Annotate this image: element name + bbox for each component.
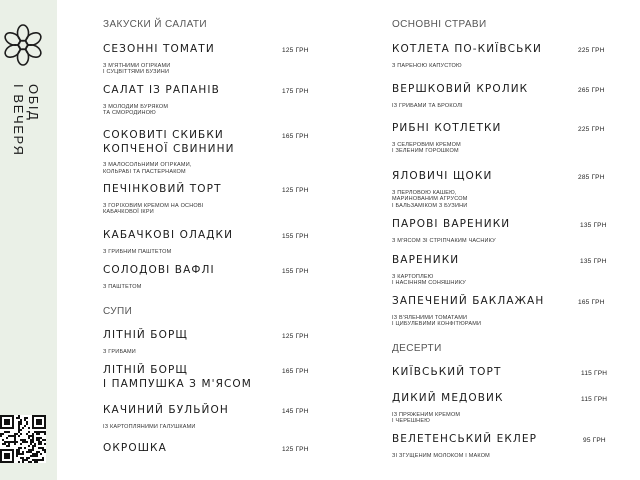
- dish-description: З МОЛОДИМ БУРЯКОМ ТА СМОРОДИНОЮ: [103, 103, 169, 116]
- dish-name: ПЕЧІНКОВИЙ ТОРТ: [103, 183, 222, 195]
- dish-price: 135 ГРН: [580, 258, 607, 265]
- dish-name: ДИКИЙ МЕДОВИК: [392, 392, 504, 404]
- dish-price: 175 ГРН: [282, 88, 309, 95]
- dish-price: 285 ГРН: [578, 174, 605, 181]
- dish-price: 165 ГРН: [282, 133, 309, 140]
- dish-description: З КАРТОПЛЕЮ І НАСІННЯМ СОНЯШНИКУ: [392, 273, 466, 286]
- dish-price: 225 ГРН: [578, 126, 605, 133]
- dish-name: ВАРЕНИКИ: [392, 254, 460, 266]
- section-title-soups: СУПИ: [103, 306, 133, 317]
- dish-description: ІЗ КАРТОПЛЯНИМИ ГАЛУШКАМИ: [103, 423, 196, 430]
- dish-description: З ПАРЕНОЮ КАПУСТОЮ: [392, 62, 462, 69]
- dish-price: 155 ГРН: [282, 268, 309, 275]
- dish-price: 125 ГРН: [282, 446, 309, 453]
- dish-name: САЛАТ ІЗ РАПАНІВ: [103, 84, 220, 96]
- menu-item: [103, 183, 222, 216]
- menu-item: [103, 364, 252, 391]
- dish-description: ЗІ ЗГУЩЕНИМ МОЛОКОМ І МАКОМ: [392, 452, 490, 459]
- dish-description: З ГРИБАМИ: [103, 348, 136, 355]
- menu-item: [392, 366, 501, 380]
- dish-name: СОКОВИТІ СКИБКИ КОПЧЕНОЇ СВИНИНИ: [103, 129, 235, 155]
- dish-name: РИБНІ КОТЛЕТКИ: [392, 122, 502, 134]
- menu-item: [392, 170, 492, 209]
- dish-price: 145 ГРН: [282, 408, 309, 415]
- dish-description: З СЕЛЕРОВИМ КРЕМОМ І ЗЕЛЕНИМ ГОРОШКОМ: [392, 141, 461, 154]
- menu-item: [103, 442, 167, 456]
- dish-price: 95 ГРН: [583, 437, 606, 444]
- section-title-desserts: ДЕСЕРТИ: [392, 343, 442, 354]
- dish-name: ЛІТНІЙ БОРЩ І ПАМПУШКА З М'ЯСОМ: [103, 364, 252, 390]
- dish-description: З ГРИБНИМ ПАШТЕТОМ: [103, 248, 172, 255]
- menu-item: [392, 83, 528, 109]
- dish-description: ІЗ ПРЯЖЕНИМ КРЕМОМ І ЧЕРЕШНЕЮ: [392, 411, 461, 424]
- section-title-mains: ОСНОВНІ СТРАВИ: [392, 19, 487, 30]
- menu-item: [103, 329, 188, 355]
- menu-item: [392, 43, 542, 69]
- vertical-title: [2, 84, 42, 157]
- dish-name: ОКРОШКА: [103, 442, 167, 454]
- dish-name: КАЧИНИЙ БУЛЬЙОН: [103, 404, 229, 416]
- dish-name: КИЇВСЬКИЙ ТОРТ: [392, 366, 502, 378]
- dish-price: 125 ГРН: [282, 47, 309, 54]
- menu-item: [103, 264, 215, 290]
- dish-price: 165 ГРН: [282, 368, 309, 375]
- dish-price: 265 ГРН: [578, 87, 605, 94]
- title-line1: ОБІД: [26, 84, 41, 122]
- qr-code-icon[interactable]: [0, 415, 46, 463]
- menu-item: [103, 43, 215, 76]
- sidebar: [0, 0, 57, 480]
- dish-name: ЯЛОВИЧІ ЩОКИ: [392, 170, 493, 182]
- dish-name: ВЕРШКОВИЙ КРОЛИК: [392, 83, 529, 95]
- dish-name: КОТЛЕТА ПО-КИЇВСЬКИ: [392, 43, 542, 55]
- menu-item: [103, 129, 235, 175]
- menu-item: [392, 122, 502, 155]
- dish-name: ПАРОВІ ВАРЕНИКИ: [392, 218, 511, 230]
- dish-name: ВЕЛЕТЕНСЬКИЙ ЕКЛЕР: [392, 433, 538, 445]
- dish-description: З ПАШТЕТОМ: [103, 283, 142, 290]
- dish-description: ІЗ ГРИБАМИ ТА БРОКОЛІ: [392, 102, 463, 109]
- dish-price: 115 ГРН: [581, 396, 608, 403]
- dish-price: 135 ГРН: [580, 222, 607, 229]
- dish-description: З ПЕРЛОВОЮ КАШЕЮ, МАРИНОВАНИМ АГРУСОМ І БАЛЬЗАМІКОМ З БУЗИНИ: [392, 189, 468, 209]
- dish-description: З МАЛОСОЛЬНИМИ ОГІРКАМИ, КОЛЬРАБІ ТА ПАСТЕРНАКОМ: [103, 162, 192, 175]
- dish-price: 115 ГРН: [581, 370, 608, 377]
- dish-price: 225 ГРН: [578, 47, 605, 54]
- menu-item: [103, 84, 220, 117]
- dish-price: 125 ГРН: [282, 187, 309, 194]
- dish-price: 155 ГРН: [282, 233, 309, 240]
- dish-description: З ГОРІХОВИМ КРЕМОМ НА ОСНОВІ КАБАЧКОВОЇ ІКРИ: [103, 202, 204, 215]
- title-line2: І ВЕЧЕРЯ: [11, 84, 26, 157]
- section-title-starters: ЗАКУСКИ Й САЛАТИ: [103, 19, 208, 30]
- dish-description: ІЗ В'ЯЛЕНИМИ ТОМАТАМИ І ЦИБУЛЕВИМИ КОНФІТЮРАМИ: [392, 314, 482, 327]
- dish-name: СОЛОДОВІ ВАФЛІ: [103, 264, 215, 276]
- menu-item: [103, 404, 229, 430]
- dish-description: З М'ЯТНИМИ ОГІРКАМИ І СУЦВІТТЯМИ БУЗИНИ: [103, 62, 171, 75]
- dish-name: ЛІТНІЙ БОРЩ: [103, 329, 188, 341]
- menu-item: [392, 295, 544, 328]
- menu-item: [392, 254, 466, 287]
- dish-price: 125 ГРН: [282, 333, 309, 340]
- flower-logo-icon: [0, 22, 46, 68]
- menu-item: [392, 433, 537, 459]
- menu-item: [392, 392, 504, 425]
- dish-name: СЕЗОННІ ТОМАТИ: [103, 43, 215, 55]
- dish-description: З М'ЯСОМ ЗІ СТРІПЧАКИМ ЧАСНИКУ: [392, 237, 496, 244]
- menu-item: [103, 229, 233, 255]
- dish-name: КАБАЧКОВІ ОЛАДКИ: [103, 229, 234, 241]
- dish-price: 165 ГРН: [578, 299, 605, 306]
- menu-item: [392, 218, 510, 244]
- dish-name: ЗАПЕЧЕНИЙ БАКЛАЖАН: [392, 295, 545, 307]
